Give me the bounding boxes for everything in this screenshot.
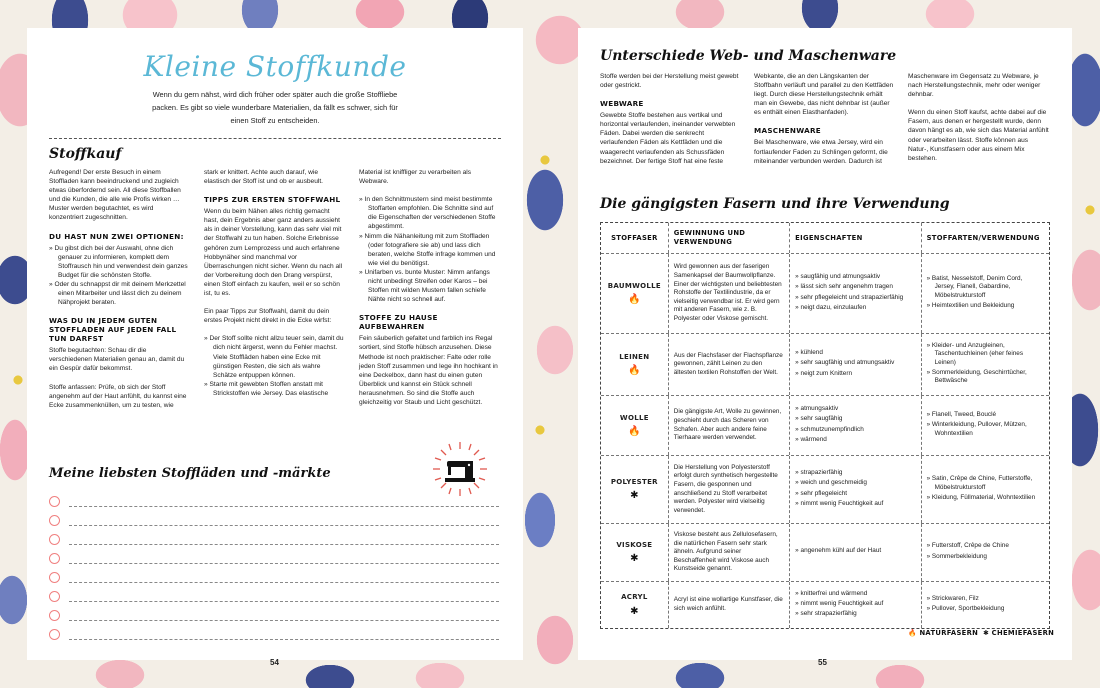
stoffkauf-column-2 [204, 168, 344, 407]
table-row [601, 456, 1049, 524]
eigenschaften-cell [790, 524, 921, 581]
gewinnung-cell: Aus der Flachsfaser der Flachspflanze gewonnen, zählt Leinen zu den ältesten textilen Rohstoffen der Welt. [669, 334, 790, 395]
column-header: STOFFASER [601, 223, 669, 253]
write-line [69, 620, 499, 621]
list-item: » Strickwaren, Filz [927, 595, 1044, 604]
paragraph: Gewebte Stoffe bestehen aus vertikal und horizontal verlaufenden, ineinander verwebten Fäden. Dabei werden die senkrecht verlaufenden Fäden als Kettfäden und die waagerecht verlaufenden als Schussfäden bezeichnet. Der fertige Stoff hat eine feste [600, 112, 736, 165]
paragraph: Material ist kniffliger zu verarbeiten als Webware. [359, 169, 472, 186]
fiber-name: VISKOSE [616, 540, 653, 549]
subheading: WAS DU IN JEDEM GUTEN STOFFLADEN AUF JEDEN FALL TUN DARFST [49, 316, 177, 344]
gewinnung-cell: Die gängigste Art, Wolle zu gewinnen, geschieht durch das Scheren von Schafen. Aber auch andere feine Tierhaare werden verwendet. [669, 396, 790, 455]
checkbox-circle[interactable] [49, 515, 60, 526]
legend-label: CHEMIEFASERN [991, 629, 1055, 637]
paragraph: Stoffe anfassen: Prüfe, ob sich der Stoff angenehm auf der Haut anfühlt, du kannst eine Ecke zusammenknüllen, um zu testen, wie [49, 383, 187, 409]
stoffarten-cell [922, 456, 1049, 523]
page-title: Kleine Stoffkunde [143, 50, 407, 83]
stoffkauf-column-3 [359, 168, 501, 416]
checklist-row[interactable] [49, 589, 499, 608]
molecule-icon: ✱ [983, 629, 989, 637]
list-item: » Futterstoff, Crêpe de Chine [927, 542, 1044, 551]
stoffkauf-heading: Stoffkauf [49, 146, 122, 162]
molecule-icon: ✱ [630, 490, 639, 502]
list-item: » neigt dazu, einzulaufen [795, 304, 915, 313]
checklist-row[interactable] [49, 494, 499, 513]
list-item: » Heimtextilien und Bekleidung [927, 302, 1044, 311]
list-item: » Oder du schnappst dir mit deinem Merkzettel einen Mitarbeiter und lässt dich zu deinem Nähprojekt beraten. [49, 280, 189, 307]
table-heading: Die gängigsten Fasern und ihre Verwendung [600, 196, 950, 212]
eigenschaften-cell [790, 456, 921, 523]
list-item: » sehr saugfähig und atmungsaktiv [795, 359, 915, 368]
list-item: » Du gibst dich bei der Auswahl, ohne dich genauer zu informieren, komplett dem Stoffrausch hin und verwendest dein ganzes Budget für die schönsten Stoffe. [49, 244, 189, 280]
stoffarten-cell [922, 524, 1049, 581]
list-item: » knitterfrei und wärmend [795, 590, 915, 599]
stoffarten-cell [922, 254, 1049, 333]
checkbox-circle[interactable] [49, 610, 60, 621]
eigenschaften-cell [790, 334, 921, 395]
ware-column-2 [754, 72, 896, 175]
subheading: DU HAST NUN ZWEI OPTIONEN: [49, 231, 184, 241]
paragraph: Wenn du beim Nähen alles richtig gemacht hast, dein Ergebnis aber ganz anders aussieht als in deiner Vorstellung, kann das sehr viel mit der Stoffwahl zu tun haben. Solche Erlebnisse gehören zum Lernprozess und auch erfahrene Hobbynäher sind manchmal vor Überraschungen nicht sicher. Wenn du nach all der Vorbereitung doch den Drang verspürst, einen Stoff einfach zu kaufen, weil er so schön ist, tu es. [204, 208, 343, 298]
subheading: WEBWARE [600, 99, 644, 109]
tips-list [359, 195, 501, 304]
divider [49, 138, 501, 139]
checklist-row[interactable] [49, 513, 499, 532]
list-item: » Satin, Crêpe de Chine, Futterstoffe, Möbelstrukturstoff [927, 475, 1044, 492]
list-item: » Winterkleidung, Pullover, Mützen, Wohntextilien [927, 421, 1044, 438]
list-item: » Kleider- und Anzugleinen, Taschentuchleinen (eher feines Leinen) [927, 342, 1044, 368]
list-item: » Flanell, Tweed, Bouclé [927, 411, 1044, 420]
list-item: » neigt zum Knittern [795, 370, 915, 379]
checkbox-circle[interactable] [49, 629, 60, 640]
favorites-heading: Meine liebsten Stoffläden und -märkte [49, 466, 331, 481]
molecule-icon: ✱ [630, 605, 639, 617]
eigenschaften-cell [790, 396, 921, 455]
list-item: » strapazierfähig [795, 469, 915, 478]
intro-text: Wenn du gern nähst, wird dich früher oder später auch die große Stoffliebe packen. Es gibt so viele wunderbare Materialien, da fällt es schwer, sich für einen Stoff zu entscheiden. [152, 90, 398, 125]
column-header: STOFFARTEN/VERWENDUNG [926, 233, 1040, 242]
list-item: » sehr saugfähig [795, 415, 915, 424]
page-number: 55 [818, 658, 827, 667]
list-item: » Sommerbekleidung [927, 553, 1044, 562]
paragraph: Bei Maschenware, wie etwa Jersey, wird ein fortlaufender Faden zu Schlingen geformt, die miteinander verbunden werden. Dadurch ist [754, 139, 888, 165]
list-item: » kühlend [795, 349, 915, 358]
list-item: » nimmt wenig Feuchtigkeit auf [795, 500, 915, 509]
paragraph: Maschenware im Gegensatz zu Webware, je nach Herstellungstechnik, mehr oder weniger dehnbar. [908, 73, 1041, 99]
fiber-cell [601, 456, 669, 523]
list-item: » schmutzunempfindlich [795, 426, 915, 435]
ware-column-3 [908, 72, 1050, 172]
table-header-row [601, 223, 1049, 254]
list-item: » Nimm die Nähanleitung mit zum Stoffladen (oder fotografiere sie ab) und lass dich beraten, welche Stoffe infrage kommen und wie viel du benötigst. [359, 232, 501, 268]
gewinnung-cell: Wird gewonnen aus der faserigen Samenkapsel der Baumwollpflanze. Einer der wichtigsten und beliebtesten Rohstoffe der Textilindustrie, da er vielseitig verwendbar ist. Er wird gern mit anderen Fasern, wie z. B. Polyester oder Viskose gemischt. [669, 254, 790, 333]
stoffkauf-column-1 [49, 168, 189, 419]
list-item: » Starte mit gewebten Stoffen anstatt mit Strickstoffen wie Jersey. Das elastische [204, 380, 344, 398]
write-line [69, 544, 499, 545]
write-line [69, 639, 499, 640]
list-item: » sehr strapazierfähig [795, 610, 915, 619]
fiber-cell [601, 334, 669, 395]
column-header: GEWINNUNG UND VERWENDUNG [669, 223, 790, 253]
list-item: » sehr pflegeleicht und strapazierfähig [795, 294, 915, 303]
fiber-name: LEINEN [619, 352, 650, 361]
ware-column-1 [600, 72, 742, 175]
stoffarten-cell [922, 334, 1049, 395]
fiber-cell [601, 524, 669, 581]
column-header: EIGENSCHAFTEN [790, 223, 921, 253]
paragraph: stark er knittert. Achte auch darauf, wie elastisch der Stoff ist und ob er ausbeult. [204, 169, 324, 186]
subheading: TIPPS ZUR ERSTEN STOFFWAHL [204, 195, 341, 205]
paragraph: Stoffe werden bei der Herstellung meist gewebt oder gestrickt. [600, 73, 739, 90]
stoffarten-cell [922, 396, 1049, 455]
legend-label: NATURFASERN [919, 629, 979, 637]
subheading: STOFFE ZU HAUSE AUFBEWAHREN [359, 313, 438, 332]
list-item: » atmungsaktiv [795, 405, 915, 414]
eigenschaften-cell [790, 582, 921, 628]
checkbox-circle[interactable] [49, 553, 60, 564]
checkbox-circle[interactable] [49, 534, 60, 545]
fiber-name: BAUMWOLLE [607, 281, 661, 290]
paragraph: Aufregend! Der erste Besuch in einem Stoffladen kann beeindruckend und zugleich etwas überfordernd sein. All diese Stoffballen und die Kunden, die alle wie Profis wirken … Muster werden begutachtet, es wird konzentriert zugeschnitten. [49, 169, 181, 222]
write-line [69, 525, 499, 526]
options-list [49, 244, 189, 308]
fiber-cell [601, 396, 669, 455]
write-line [69, 563, 499, 564]
list-item: » lässt sich sehr angenehm tragen [795, 283, 915, 292]
right-page [578, 28, 1072, 667]
gewinnung-cell: Viskose besteht aus Zellulosefasern, die natürlichen Fasern sehr stark ähneln. Aufgrund seiner Beschaffenheit wird Viskose auch Kunstseide genannt. [669, 524, 790, 581]
checkbox-circle[interactable] [49, 572, 60, 583]
fiber-table [600, 222, 1050, 629]
checklist-row[interactable] [49, 570, 499, 589]
checkbox-circle[interactable] [49, 591, 60, 602]
list-item: » In den Schnittmustern sind meist bestimmte Stoffarten empfohlen. Die Schnitte sind auf die Eigenschaften der verschiedenen Stoffe abgestimmt. [359, 195, 501, 231]
table-row [601, 524, 1049, 582]
paragraph: Wenn du einen Stoff kaufst, achte dabei auf die Fasern, aus denen er hergestellt wurde, denn davon hängt es ab, wie sich das Material anfühlt oder verarbeiten lässt. Stoffe können aus Natur-, Kunstfasern oder aus einem Mix bestehen. [908, 109, 1049, 162]
fiber-cell [601, 254, 669, 333]
gewinnung-cell: Acryl ist eine wollartige Kunstfaser, die sich weich anfühlt. [669, 582, 790, 628]
checklist-row[interactable] [49, 551, 499, 570]
checklist-row[interactable] [49, 608, 499, 627]
flame-icon: 🔥 [628, 294, 641, 306]
paragraph: Stoffe begutachten: Schau dir die verschiedenen Materialien genau an, damit du ein Gespür dafür bekommst. [49, 347, 185, 373]
table-row [601, 582, 1049, 628]
subheading: MASCHENWARE [754, 126, 822, 136]
list-item: » Kleidung, Füllmaterial, Wohntextilien [927, 494, 1044, 503]
write-line [69, 506, 499, 507]
left-page [27, 28, 523, 667]
list-item: » Sommerkleidung, Geschirrtücher, Bettwäsche [927, 369, 1044, 386]
checkbox-circle[interactable] [49, 496, 60, 507]
list-item: » Der Stoff sollte nicht allzu teuer sein, damit du dich nicht ärgerst, wenn du Fehler machst. Viele Stoffläden haben eine Ecke mit günstigen Resten, die sich als wahre Schätze entpuppen können. [204, 334, 344, 379]
section-heading: Unterschiede Web- und Maschenware [600, 48, 897, 64]
paragraph: Ein paar Tipps zur Stoffwahl, damit du dein erstes Projekt nicht direkt in die Ecke wirfst: [204, 308, 332, 325]
write-line [69, 582, 499, 583]
table-row [601, 396, 1049, 456]
list-item: » angenehm kühl auf der Haut [795, 547, 915, 556]
paragraph: Fein säuberlich gefaltet und farblich ins Regal sortiert, sind Stoffe hübsch anzusehen. Diese Methode ist noch praktischer: Falte oder rolle jeden Stoff zusammen und lege ihn hochkant in eine Deckelbox, dann hast du einen guten Überblick und kannst ein Stück schnell herausnehmen. So sind die Stoffe auch gleichzeitig vor Staub und Licht geschützt. [359, 335, 498, 406]
checklist-row[interactable] [49, 627, 499, 646]
fiber-name: WOLLE [619, 413, 649, 422]
table-row [601, 334, 1049, 396]
eigenschaften-cell [790, 254, 921, 333]
gewinnung-cell: Die Herstellung von Polyesterstoff erfolgt durch synthetisch hergestellte Fasern, die gesponnen und anschließend zu Stoff verarbeitet werden. Polyester wird vielseitig verwendet. [669, 456, 790, 523]
stoffarten-cell [922, 582, 1049, 628]
checklist-row[interactable] [49, 532, 499, 551]
molecule-icon: ✱ [630, 553, 639, 565]
list-item: » sehr pflegeleicht [795, 490, 915, 499]
write-line [69, 601, 499, 602]
list-item: » nimmt wenig Feuchtigkeit auf [795, 600, 915, 609]
list-item: » wärmend [795, 436, 915, 445]
sewing-machine-icon [431, 440, 489, 498]
flame-icon: 🔥 [628, 426, 641, 438]
list-item: » saugfähig und atmungsaktiv [795, 273, 915, 282]
fiber-name: POLYESTER [610, 477, 658, 486]
page-number: 54 [270, 658, 279, 667]
list-item: » Unifarben vs. bunte Muster: Nimm anfangs nicht unbedingt Streifen oder Karos – bei Stoffen mit wilden Mustern fallen schiefe Nähte nicht so schnell auf. [359, 268, 501, 304]
table-row [601, 254, 1049, 334]
list-item: » Pullover, Sportbekleidung [927, 605, 1044, 614]
fiber-cell [601, 582, 669, 628]
flame-icon: 🔥 [628, 365, 641, 377]
list-item: » weich und geschmeidig [795, 479, 915, 488]
paragraph: Webkante, die an den Längskanten der Stoffbahn verläuft und parallel zu den Kettfäden liegt. Durch diese Herstellungstechnik erhält man ein Gewebe, das nicht dehnbar ist (außer es enthält einen Elasthanfaden). [754, 73, 894, 117]
legend-natural [908, 629, 978, 637]
fiber-name: ACRYL [621, 593, 648, 602]
legend-chemical [983, 629, 1054, 637]
flame-icon: 🔥 [908, 629, 917, 637]
list-item: » Batist, Nesselstoff, Denim Cord, Jersey, Flanell, Gabardine, Möbelstrukturstoff [927, 275, 1044, 301]
tips-list [204, 334, 344, 398]
